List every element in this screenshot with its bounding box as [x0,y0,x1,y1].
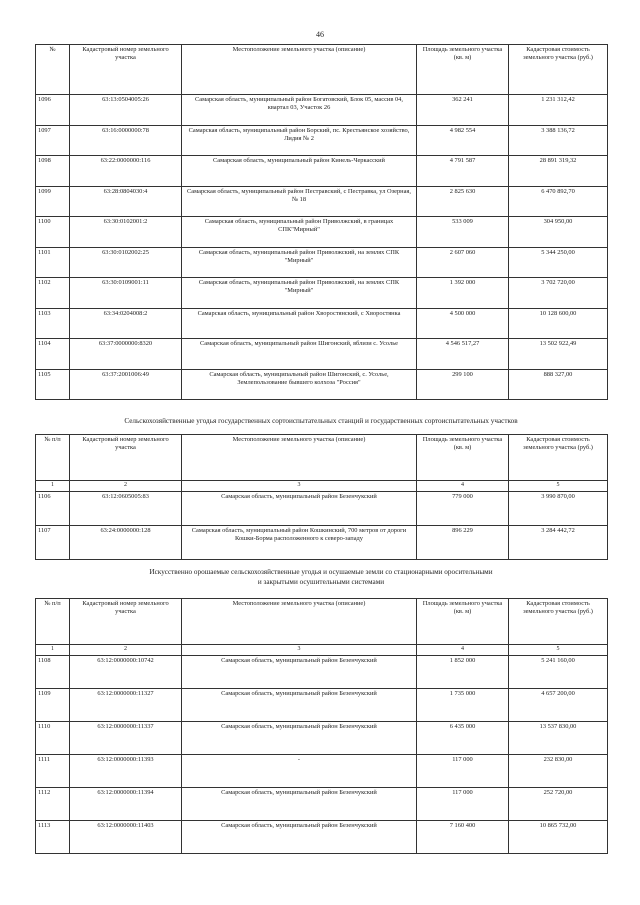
cell-cadastral-number: 63:30:0102002:25 [70,247,182,278]
cell-cadastral-number: 63:37:2001006:49 [70,369,182,400]
cell-num: 1097 [36,125,70,156]
cell-num: 1110 [36,721,70,754]
column-index: 4 [417,481,509,492]
cell-cadastral-cost: 5 344 250,00 [509,247,608,278]
land-table-variety-testing [35,434,608,560]
column-index-row [36,481,608,492]
header-area: Площадь земельного участка (кв. м) [417,45,509,95]
cell-area: 4 982 554 [417,125,509,156]
cell-location: Самарская область, муниципальный район Кошкинский, 700 метров от дороги Кошки-Борма расположенного к северо-западу [182,525,417,559]
cell-num: 1102 [36,278,70,309]
cell-location: Самарская область, муниципальный район Безенчукский [182,721,417,754]
cell-cadastral-number: 63:12:0000000:11403 [70,820,182,853]
cell-num: 1109 [36,688,70,721]
cell-cadastral-cost: 3 702 720,00 [509,278,608,309]
cell-location: - [182,754,417,787]
table-row [36,125,608,156]
cell-location: Самарская область, муниципальный район Шигонский, вблизи с. Усолье [182,339,417,370]
cell-location: Самарская область, муниципальный район Приволжский, на землях СПК "Мирный" [182,278,417,309]
cell-cadastral-number: 63:24:0000000:128 [70,525,182,559]
cell-area: 1 852 000 [417,655,509,688]
cell-cadastral-number: 63:37:0000000:8320 [70,339,182,370]
cell-cadastral-cost: 5 241 160,00 [509,655,608,688]
cell-area: 362 241 [417,95,509,126]
table-header-row [36,599,608,645]
cell-location: Самарская область, муниципальный район Безенчукский [182,655,417,688]
cell-cadastral-cost: 10 865 732,00 [509,820,608,853]
cell-area: 4 500 000 [417,308,509,339]
cell-num: 1105 [36,369,70,400]
cell-cadastral-number: 63:13:0504005:26 [70,95,182,126]
cell-cadastral-cost: 3 990 870,00 [509,491,608,525]
header-area: Площадь земельного участка (кв. м) [417,599,509,645]
section-title-line: Искусственно орошаемые сельскохозяйственные угодья и осушаемые земли со стационарными оросительными [149,568,493,576]
cell-cadastral-cost: 252 720,00 [509,787,608,820]
column-index: 3 [182,645,417,656]
table-row [36,820,608,853]
cell-cadastral-cost: 3 284 442,72 [509,525,608,559]
cell-cadastral-cost: 3 388 136,72 [509,125,608,156]
column-index-row [36,645,608,656]
table2-body [36,491,608,559]
cell-location: Самарская область, муниципальный район Приволжский, на землях СПК "Мирный" [182,247,417,278]
table-row [36,339,608,370]
cell-cadastral-cost: 4 657 200,00 [509,688,608,721]
table-row [36,491,608,525]
table-row [36,156,608,187]
cell-num: 1096 [36,95,70,126]
table-row [36,278,608,309]
cell-location: Самарская область, муниципальный район Приволжский, в границах СПК"Мирный" [182,217,417,248]
cell-num: 1101 [36,247,70,278]
table-row [36,217,608,248]
cell-area: 6 435 000 [417,721,509,754]
cell-num: 1108 [36,655,70,688]
land-table-irrigated [35,598,608,854]
cell-location: Самарская область, муниципальный район Безенчукский [182,491,417,525]
cell-cadastral-cost: 6 470 892,70 [509,186,608,217]
header-location: Местоположение земельного участка (описание) [182,45,417,95]
header-num: № п/п [36,435,70,481]
cell-location: Самарская область, муниципальный район Безенчукский [182,820,417,853]
table-row [36,369,608,400]
table-header-row [36,45,608,95]
cell-num: 1103 [36,308,70,339]
page-number: 46 [316,30,324,39]
header-cadastral: Кадастровый номер земельного участка [70,599,182,645]
cell-area: 7 160 400 [417,820,509,853]
cell-location: Самарская область, муниципальный район Шигонский, с. Усолье, Землепользование бывшего колхоза "Россия" [182,369,417,400]
cell-num: 1106 [36,491,70,525]
cell-cadastral-cost: 888 327,00 [509,369,608,400]
cell-cadastral-cost: 28 891 319,32 [509,156,608,187]
cell-num: 1111 [36,754,70,787]
cell-area: 1 735 000 [417,688,509,721]
cell-cadastral-number: 63:12:0605005:83 [70,491,182,525]
cell-num: 1099 [36,186,70,217]
header-num: № п/п [36,599,70,645]
cell-area: 896 229 [417,525,509,559]
table-row [36,721,608,754]
section-title-irrigated-lands [35,568,607,587]
header-location: Местоположение земельного участка (описание) [182,599,417,645]
column-index: 2 [70,645,182,656]
table-row [36,754,608,787]
cell-area: 779 000 [417,491,509,525]
cell-area: 533 009 [417,217,509,248]
cell-cadastral-cost: 10 128 600,00 [509,308,608,339]
cell-location: Самарская область, муниципальный район Богатовский, Блок 05, массив 04, квартал 03, Участок 26 [182,95,417,126]
table-row [36,655,608,688]
table-header-row [36,435,608,481]
cell-location: Самарская область, муниципальный район Кинель-Черкасский [182,156,417,187]
cell-area: 2 607 060 [417,247,509,278]
cell-cadastral-number: 63:30:0109001:11 [70,278,182,309]
header-cost: Кадастровая стоимость земельного участка (руб.) [509,599,608,645]
table-row [36,688,608,721]
land-table-main [35,44,608,400]
table-row [36,95,608,126]
cell-area: 4 791 587 [417,156,509,187]
table-row [36,525,608,559]
cell-num: 1098 [36,156,70,187]
cell-cadastral-number: 63:30:0102001:2 [70,217,182,248]
column-index: 4 [417,645,509,656]
header-location: Местоположение земельного участка (описание) [182,435,417,481]
cell-cadastral-number: 63:34:0204008:2 [70,308,182,339]
column-index: 3 [182,481,417,492]
table-row [36,186,608,217]
table3-body [36,655,608,853]
section-title-line: и закрытыми осушительными системами [257,577,385,586]
cell-cadastral-cost: 13 502 922,49 [509,339,608,370]
table1-body [36,95,608,400]
table-row [36,787,608,820]
cell-cadastral-number: 63:28:0804030:4 [70,186,182,217]
column-index: 5 [509,481,608,492]
cell-cadastral-cost: 232 830,00 [509,754,608,787]
cell-location: Самарская область, муниципальный район Хворостянский, с Хворостянка [182,308,417,339]
header-cost: Кадастровая стоимость земельного участка (руб.) [509,435,608,481]
header-area: Площадь земельного участка (кв. м) [417,435,509,481]
cell-num: 1107 [36,525,70,559]
cell-cadastral-cost: 1 231 312,42 [509,95,608,126]
header-cadastral: Кадастровый номер земельного участка [70,45,182,95]
header-cadastral: Кадастровый номер земельного участка [70,435,182,481]
cell-cadastral-cost: 13 537 830,00 [509,721,608,754]
column-index: 1 [36,481,70,492]
column-index: 2 [70,481,182,492]
cell-area: 117 000 [417,787,509,820]
cell-area: 4 546 517,27 [417,339,509,370]
header-cost: Кадастровая стоимость земельного участка (руб.) [509,45,608,95]
cell-cadastral-number: 63:12:0000000:11393 [70,754,182,787]
table-row [36,247,608,278]
section-title-variety-testing: Сельскохозяйственные угодья государственных сортоиспытательных станций и государственных сортоиспытательных участков [124,417,518,425]
cell-num: 1100 [36,217,70,248]
cell-cadastral-number: 63:12:0000000:10742 [70,655,182,688]
cell-cadastral-number: 63:12:0000000:11327 [70,688,182,721]
cell-cadastral-number: 63:16:0000000:78 [70,125,182,156]
column-index: 1 [36,645,70,656]
column-index: 5 [509,645,608,656]
cell-location: Самарская область, муниципальный район Безенчукский [182,787,417,820]
cell-area: 2 825 630 [417,186,509,217]
cell-cadastral-number: 63:22:0000000:116 [70,156,182,187]
cell-location: Самарская область, муниципальный район Пестравский, с Пестравка, ул Озерная, № 18 [182,186,417,217]
cell-num: 1113 [36,820,70,853]
cell-num: 1104 [36,339,70,370]
cell-area: 1 392 000 [417,278,509,309]
cell-cadastral-cost: 304 950,00 [509,217,608,248]
cell-area: 117 000 [417,754,509,787]
cell-cadastral-number: 63:12:0000000:11394 [70,787,182,820]
header-num: № [36,45,70,95]
cell-num: 1112 [36,787,70,820]
cell-location: Самарская область, муниципальный район Безенчукский [182,688,417,721]
table-row [36,308,608,339]
cell-area: 299 100 [417,369,509,400]
cell-cadastral-number: 63:12:0000000:11337 [70,721,182,754]
cell-location: Самарская область, муниципальный район Борский, пс. Крестьянское хозяйство, Лидия № 2 [182,125,417,156]
